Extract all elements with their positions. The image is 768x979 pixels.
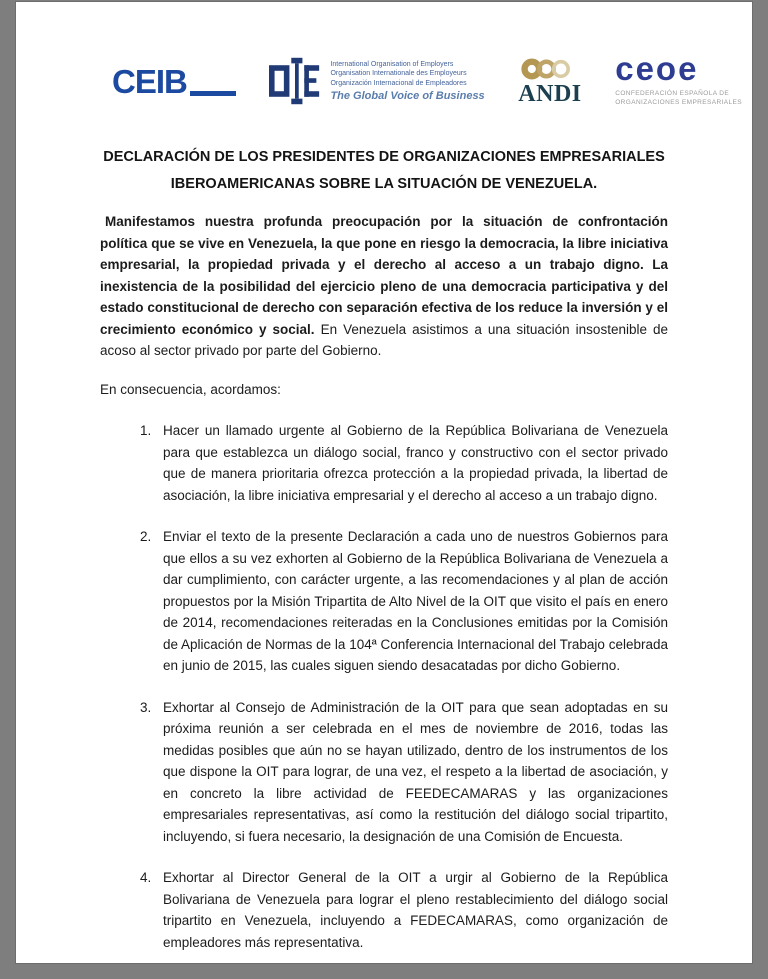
list-item-number: 4. [140,870,152,885]
document-page [16,2,752,963]
ceib-underscore-mark [190,91,236,96]
andi-rings-icon [520,57,580,81]
list-item-text: Exhortar al Director General de la OIT a urgir al Gobierno de la República Bolivariana de Venezuela para lograr el pleno restablecimiento del diálogo social tripartito en Venezuela, incluyendo a FEDECAMARAS, como organización de empleadores más representativa. [163,870,668,950]
ceib-wordmark: CEIB [112,62,187,100]
list-item-text: Hacer un llamado urgente al Gobierno de la República Bolivariana de Venezuela para que establezca un diálogo social, franco y constructivo con el sector privado que de manera prioritaria ofrezca protección a la propiedad privada, la libertad de asociación, la libre iniciativa empresarial y el derecho al acceso a un trabajo digno. [163,423,668,503]
document-title [76,144,692,198]
list-item-text: Enviar el texto de la presente Declaración a cada uno de nuestros Gobiernos para que ellos a su vez exhorten al Gobierno de la República Bolivariana de Venezuela a dar cumplimiento, con carácter urgente, a las recomendaciones y al plan de acción propuestos por la Misión Tripartita de Alto Nivel de la OIT que visito el país en enero de 2014, recomendaciones reiteradas en la Conclusiones emitidas por la Comisión de Aplicación de Normas de la 104ª Conferencia Internacional del Trabajo celebrada en junio de 2015, las cuales siguen siendo desacatadas por dicho Gobierno. [163,529,668,673]
intro-paragraph [100,211,668,362]
intro-paragraph-regular-text: En Venezuela asistimos a una situación insostenible de acoso al sector privado por parte del Gobierno. [100,321,668,358]
intro-paragraph-bold-text: Manifestamos nuestra profunda preocupación por la situación de confrontación política que se vive en Venezuela, la que pone en riesgo la democracia, la libre iniciativa empresarial, la propiedad privada y el derecho al acceso a un trabajo digno. La inexistencia de la posibilidad del ejercicio pleno de una democracia participativa y del estado constitucional de derecho con separación efectiva de los reduce la inversión y el crecimiento económico y social. [100,214,668,337]
oie-tagline: The Global Voice of Business [330,89,485,102]
document-body [100,211,668,953]
ceoe-subtext-line2: ORGANIZACIONES EMPRESARIALES [615,99,742,107]
document-title-line2: IBEROAMERICANAS SOBRE LA SITUACIÓN DE VENEZUELA. [170,176,598,192]
ceoe-wordmark: ceoe [615,50,699,88]
andi-wordmark: ANDI [518,80,582,107]
list-item [140,867,668,953]
oie-text-block [330,60,484,101]
lead-in-line: En consecuencia, acordamos: [100,381,281,397]
oie-monogram-icon [269,57,321,105]
list-item [140,697,668,848]
document-title-line1: DECLARACIÓN DE LOS PRESIDENTES DE ORGANIZACIONES EMPRESARIALES [103,149,665,165]
list-item [140,526,668,677]
list-item-number: 3. [140,699,152,715]
oie-line-en: International Organisation of Employers [330,61,454,69]
oie-line-es: Organización Internacional de Empleadores [330,79,467,87]
andi-logo [518,57,581,106]
ceib-logo [112,62,236,100]
list-item [140,420,668,506]
numbered-list [100,420,668,953]
ceoe-subtext-line1: CONFEDERACIÓN ESPAÑOLA DE [615,89,730,97]
list-item-text: Exhortar al Consejo de Administración de la OIT para que sean adoptadas en su próxima reunión a ser celebrada en el mes de noviembre de 2016, todas las medidas posibles que aún no se hayan utilizado, dentro de los instrumentos de los que dispone la OIT para lograr, de una vez, el respeto a la libertad de asociación, y en concreto la libre actividad de FEEDECAMARAS y las organizaciones empresariales representativas, así como la restitución del diálogo social tripartito, incluyendo, si fuera necesario, la designación de una Comisión de Encuesta. [163,699,668,844]
oie-line-fr: Organisation Internationale des Employeurs [330,70,467,78]
ceoe-logo [615,50,742,108]
oie-logo [269,57,484,105]
logo-band [16,2,752,114]
list-item-number: 1. [140,423,152,438]
list-item-number: 2. [140,529,152,544]
